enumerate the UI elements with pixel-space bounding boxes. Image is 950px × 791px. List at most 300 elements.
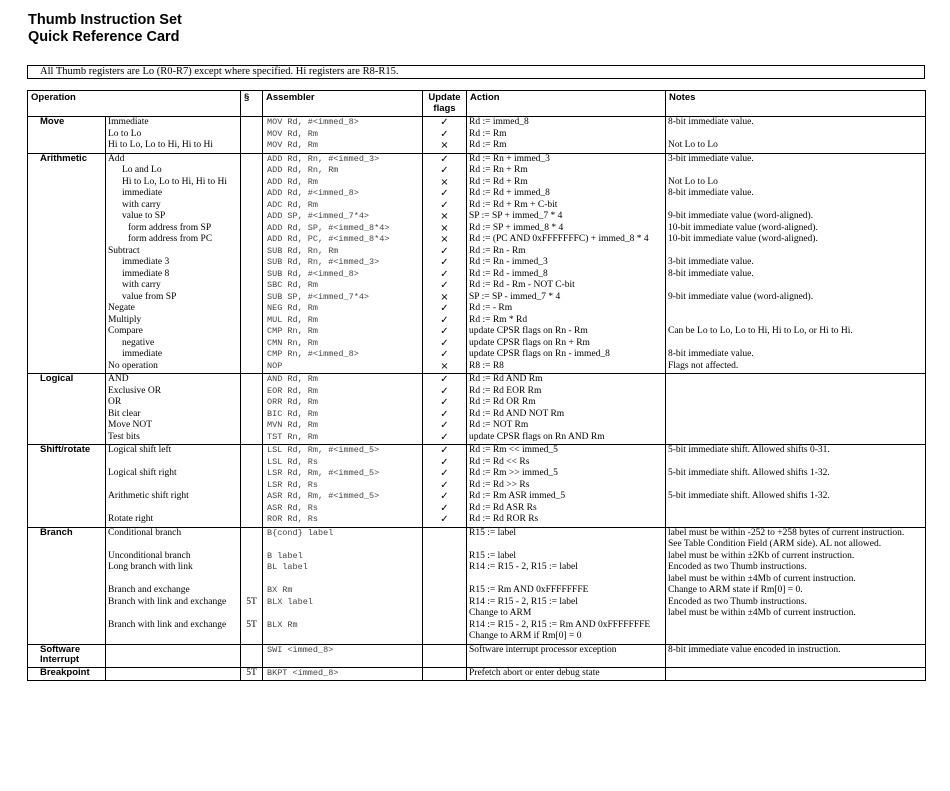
assembler-cell: ADD Rd, #<immed_8> — [263, 188, 423, 200]
action-cell: update CPSR flags on Rn + Rm — [467, 338, 666, 350]
assembler-cell: SUB Rd, Rn, #<immed_3> — [263, 257, 423, 269]
group-logical — [28, 374, 926, 445]
update-flag-cell: × — [423, 211, 467, 223]
action-cell: R15 := Rm AND 0xFFFFFFFE — [467, 585, 666, 597]
operation-cell: Hi to Lo, Lo to Hi, Hi to Hi — [106, 140, 241, 153]
update-flag-cell: ✓ — [423, 386, 467, 398]
action-cell: Rd := Rd << Rs — [467, 457, 666, 469]
assembler-cell: ROR Rd, Rs — [263, 514, 423, 527]
update-flag-cell: ✓ — [423, 153, 467, 165]
operation-cell: Long branch with link — [106, 562, 241, 574]
header-update-flags: Update flags — [423, 91, 467, 117]
assembler-cell: NEG Rd, Rm — [263, 303, 423, 315]
assembler-cell: SUB Rd, Rn, Rm — [263, 246, 423, 258]
section-cell: 5T — [241, 620, 263, 632]
operation-cell: form address from SP — [106, 223, 241, 235]
action-cell: R15 := label — [467, 527, 666, 539]
action-cell: Rd := SP + immed_8 * 4 — [467, 223, 666, 235]
operation-cell: Compare — [106, 326, 241, 338]
update-flag-cell: ✓ — [423, 349, 467, 361]
operation-cell: Branch with link and exchange — [106, 620, 241, 632]
assembler-cell: ADD Rd, Rn, #<immed_3> — [263, 153, 423, 165]
operation-cell: Subtract — [106, 246, 241, 258]
notes-cell — [666, 165, 926, 177]
action-cell: Rd := Rd EOR Rm — [467, 386, 666, 398]
operation-cell: Exclusive OR — [106, 386, 241, 398]
action-cell: Change to ARM — [467, 608, 666, 620]
action-cell: Rd := Rm << immed_5 — [467, 445, 666, 457]
action-cell: Rd := Rn + immed_3 — [467, 153, 666, 165]
section-cell — [241, 303, 263, 315]
notes-cell: 5-bit immediate shift. Allowed shifts 0-31. — [666, 445, 926, 457]
section-cell — [241, 211, 263, 223]
table-row — [28, 269, 926, 281]
table-row — [28, 457, 926, 469]
table-row — [28, 326, 926, 338]
operation-cell: Unconditional branch — [106, 551, 241, 563]
notes-cell: Encoded as two Thumb instructions. — [666, 562, 926, 574]
action-cell: Rd := Rd - Rm - NOT C-bit — [467, 280, 666, 292]
update-flag-cell — [423, 585, 467, 597]
registers-note-box — [27, 65, 925, 79]
action-cell: Rd := Rm ASR immed_5 — [467, 491, 666, 503]
update-flag-cell — [423, 527, 467, 539]
update-flag-cell: ✓ — [423, 117, 467, 129]
operation-cell — [106, 574, 241, 586]
section-cell — [241, 539, 263, 551]
assembler-cell: BIC Rd, Rm — [263, 409, 423, 421]
update-flag-cell — [423, 597, 467, 609]
update-flag-cell — [423, 620, 467, 632]
assembler-cell: ORR Rd, Rm — [263, 397, 423, 409]
table-row — [28, 257, 926, 269]
update-flag-cell: ✓ — [423, 246, 467, 258]
operation-cell — [106, 608, 241, 620]
action-cell: Rd := Rd + immed_8 — [467, 188, 666, 200]
notes-cell — [666, 620, 926, 632]
table-row — [28, 177, 926, 189]
assembler-cell: EOR Rd, Rm — [263, 386, 423, 398]
notes-cell: 9-bit immediate value (word-aligned). — [666, 292, 926, 304]
action-cell: Rd := - Rm — [467, 303, 666, 315]
action-cell: Rd := Rd AND Rm — [467, 374, 666, 386]
update-flag-cell: ✓ — [423, 188, 467, 200]
operation-cell: No operation — [106, 361, 241, 374]
action-cell: Rd := Rd >> Rs — [467, 480, 666, 492]
action-cell: R8 := R8 — [467, 361, 666, 374]
table-row — [28, 585, 926, 597]
assembler-cell: BLX Rm — [263, 620, 423, 632]
update-flag-cell: ✓ — [423, 338, 467, 350]
operation-cell: Logical shift left — [106, 445, 241, 457]
action-cell: Rd := Rd ASR Rs — [467, 503, 666, 515]
notes-cell — [666, 338, 926, 350]
table-row — [28, 292, 926, 304]
section-cell — [241, 432, 263, 445]
operation-cell: form address from PC — [106, 234, 241, 246]
notes-cell — [666, 397, 926, 409]
operation-cell: Test bits — [106, 432, 241, 445]
title-line-1: Thumb Instruction Set — [28, 12, 182, 28]
action-cell: Rd := Rn - Rm — [467, 246, 666, 258]
table-row — [28, 480, 926, 492]
operation-cell: Multiply — [106, 315, 241, 327]
action-cell: Rd := Rd AND NOT Rm — [467, 409, 666, 421]
update-flag-cell — [423, 608, 467, 620]
assembler-cell: LSL Rd, Rm, #<immed_5> — [263, 445, 423, 457]
operation-cell: value from SP — [106, 292, 241, 304]
update-flag-cell: ✓ — [423, 374, 467, 386]
section-cell — [241, 177, 263, 189]
assembler-cell: LSR Rd, Rs — [263, 480, 423, 492]
assembler-cell: NOP — [263, 361, 423, 374]
category-label: Branch — [28, 527, 106, 644]
section-cell — [241, 608, 263, 620]
section-cell — [241, 140, 263, 153]
update-flag-cell: ✓ — [423, 303, 467, 315]
table-row — [28, 117, 926, 129]
table-row — [28, 667, 926, 681]
update-flag-cell: ✓ — [423, 280, 467, 292]
notes-cell — [666, 457, 926, 469]
assembler-cell: LSL Rd, Rs — [263, 457, 423, 469]
section-cell — [241, 129, 263, 141]
section-cell — [241, 315, 263, 327]
section-cell — [241, 349, 263, 361]
section-cell — [241, 397, 263, 409]
assembler-cell: CMP Rn, Rm — [263, 326, 423, 338]
operation-cell: Branch and exchange — [106, 585, 241, 597]
action-cell: Rd := Rm — [467, 129, 666, 141]
update-flag-cell: ✓ — [423, 315, 467, 327]
instruction-table — [27, 90, 926, 681]
action-cell — [467, 574, 666, 586]
notes-cell: Not Lo to Lo — [666, 177, 926, 189]
assembler-cell: MOV Rd, Rm — [263, 129, 423, 141]
update-flag-cell: ✓ — [423, 269, 467, 281]
category-label: Arithmetic — [28, 153, 106, 374]
operation-cell: Negate — [106, 303, 241, 315]
assembler-cell: BL label — [263, 562, 423, 574]
operation-cell: Lo and Lo — [106, 165, 241, 177]
section-cell: 5T — [241, 667, 263, 681]
operation-cell — [106, 539, 241, 551]
update-flag-cell: ✓ — [423, 468, 467, 480]
assembler-cell: CMN Rn, Rm — [263, 338, 423, 350]
action-cell: Rd := Rn + Rm — [467, 165, 666, 177]
notes-cell — [666, 280, 926, 292]
assembler-cell — [263, 631, 423, 644]
operation-cell — [106, 644, 241, 667]
notes-cell: 10-bit immediate value (word-aligned). — [666, 223, 926, 235]
section-cell — [241, 200, 263, 212]
notes-cell — [666, 409, 926, 421]
update-flag-cell: ✓ — [423, 480, 467, 492]
header-assembler: Assembler — [263, 91, 423, 117]
header-notes: Notes — [666, 91, 926, 117]
notes-cell — [666, 386, 926, 398]
notes-cell — [666, 667, 926, 681]
notes-cell — [666, 514, 926, 527]
notes-cell — [666, 480, 926, 492]
table-row — [28, 527, 926, 539]
table-row — [28, 374, 926, 386]
notes-cell: label must be within ±4Mb of current instruction. — [666, 608, 926, 620]
section-cell — [241, 386, 263, 398]
update-flag-cell: × — [423, 177, 467, 189]
assembler-cell: SUB Rd, #<immed_8> — [263, 269, 423, 281]
section-cell — [241, 574, 263, 586]
section-cell — [241, 280, 263, 292]
assembler-cell: ASR Rd, Rs — [263, 503, 423, 515]
notes-cell: 3-bit immediate value. — [666, 153, 926, 165]
assembler-cell: BKPT <immed_8> — [263, 667, 423, 681]
assembler-cell: MOV Rd, Rm — [263, 140, 423, 153]
section-cell — [241, 457, 263, 469]
section-cell — [241, 491, 263, 503]
notes-cell: 3-bit immediate value. — [666, 257, 926, 269]
table-row — [28, 200, 926, 212]
table-row — [28, 631, 926, 644]
update-flag-cell: ✓ — [423, 200, 467, 212]
action-cell: Rd := Rn - immed_3 — [467, 257, 666, 269]
action-cell: Rd := NOT Rm — [467, 420, 666, 432]
update-flag-cell: × — [423, 234, 467, 246]
group-breakpoint — [28, 667, 926, 681]
notes-cell: 9-bit immediate value (word-aligned). — [666, 211, 926, 223]
assembler-cell: BX Rm — [263, 585, 423, 597]
update-flag-cell: ✓ — [423, 457, 467, 469]
update-flag-cell: ✓ — [423, 432, 467, 445]
header-operation: Operation — [28, 91, 241, 117]
assembler-cell — [263, 539, 423, 551]
section-cell — [241, 326, 263, 338]
notes-cell — [666, 200, 926, 212]
action-cell: R14 := R15 - 2, R15 := Rm AND 0xFFFFFFFE — [467, 620, 666, 632]
operation-cell: immediate — [106, 188, 241, 200]
action-cell: Rd := Rd + Rm + C-bit — [467, 200, 666, 212]
table-row — [28, 140, 926, 153]
update-flag-cell — [423, 644, 467, 667]
assembler-cell: CMP Rn, #<immed_8> — [263, 349, 423, 361]
registers-note: All Thumb registers are Lo (R0-R7) except where specified. Hi registers are R8-R15. — [40, 66, 399, 77]
table-row — [28, 574, 926, 586]
operation-cell: immediate 8 — [106, 269, 241, 281]
notes-cell — [666, 129, 926, 141]
operation-cell — [106, 631, 241, 644]
update-flag-cell — [423, 667, 467, 681]
operation-cell: immediate 3 — [106, 257, 241, 269]
table-row — [28, 445, 926, 457]
notes-cell: 8-bit immediate value encoded in instruction. — [666, 644, 926, 667]
group-shift-rotate — [28, 445, 926, 528]
table-row — [28, 246, 926, 258]
action-cell: Rd := Rm — [467, 140, 666, 153]
section-cell: 5T — [241, 597, 263, 609]
operation-cell: Bit clear — [106, 409, 241, 421]
assembler-cell: AND Rd, Rm — [263, 374, 423, 386]
operation-cell: Conditional branch — [106, 527, 241, 539]
table-row — [28, 338, 926, 350]
table-row — [28, 409, 926, 421]
assembler-cell: BLX label — [263, 597, 423, 609]
section-cell — [241, 165, 263, 177]
notes-cell: Change to ARM state if Rm[0] = 0. — [666, 585, 926, 597]
assembler-cell — [263, 574, 423, 586]
operation-cell: Lo to Lo — [106, 129, 241, 141]
table-row — [28, 165, 926, 177]
notes-cell — [666, 631, 926, 644]
section-cell — [241, 153, 263, 165]
table-row — [28, 280, 926, 292]
action-cell: Rd := Rd OR Rm — [467, 397, 666, 409]
section-cell — [241, 223, 263, 235]
operation-cell — [106, 480, 241, 492]
assembler-cell: ADD Rd, PC, #<immed_8*4> — [263, 234, 423, 246]
notes-cell: 8-bit immediate value. — [666, 117, 926, 129]
table-row — [28, 349, 926, 361]
notes-cell — [666, 246, 926, 258]
action-cell: update CPSR flags on Rn AND Rm — [467, 432, 666, 445]
operation-cell: OR — [106, 397, 241, 409]
table-row — [28, 420, 926, 432]
assembler-cell: SBC Rd, Rm — [263, 280, 423, 292]
table-row — [28, 223, 926, 235]
assembler-cell: SWI <immed_8> — [263, 644, 423, 667]
category-label: Shift/rotate — [28, 445, 106, 528]
update-flag-cell: ✓ — [423, 409, 467, 421]
operation-cell: Logical shift right — [106, 468, 241, 480]
table-row — [28, 153, 926, 165]
notes-cell: label must be within -252 to +258 bytes of current instruction. — [666, 527, 926, 539]
assembler-cell: B label — [263, 551, 423, 563]
table-row — [28, 608, 926, 620]
operation-cell: Add — [106, 153, 241, 165]
group-arithmetic — [28, 153, 926, 374]
notes-cell: 8-bit immediate value. — [666, 269, 926, 281]
table-row — [28, 361, 926, 374]
operation-cell — [106, 667, 241, 681]
operation-cell: Arithmetic shift right — [106, 491, 241, 503]
assembler-cell: ADD SP, #<immed_7*4> — [263, 211, 423, 223]
section-cell — [241, 246, 263, 258]
assembler-cell: ASR Rd, Rm, #<immed_5> — [263, 491, 423, 503]
table-row — [28, 432, 926, 445]
group-software-interrupt — [28, 644, 926, 667]
assembler-cell — [263, 608, 423, 620]
table-row — [28, 211, 926, 223]
operation-cell: Immediate — [106, 117, 241, 129]
operation-cell: Hi to Lo, Lo to Hi, Hi to Hi — [106, 177, 241, 189]
action-cell: Rd := Rm * Rd — [467, 315, 666, 327]
notes-cell — [666, 315, 926, 327]
notes-cell: Flags not affected. — [666, 361, 926, 374]
action-cell: Rd := (PC AND 0xFFFFFFFC) + immed_8 * 4 — [467, 234, 666, 246]
table-row — [28, 188, 926, 200]
operation-cell: immediate — [106, 349, 241, 361]
header-action: Action — [467, 91, 666, 117]
update-flag-cell: × — [423, 140, 467, 153]
section-cell — [241, 503, 263, 515]
table-row — [28, 597, 926, 609]
action-cell: Rd := immed_8 — [467, 117, 666, 129]
section-cell — [241, 361, 263, 374]
update-flag-cell — [423, 551, 467, 563]
assembler-cell: MOV Rd, #<immed_8> — [263, 117, 423, 129]
section-cell — [241, 468, 263, 480]
update-flag-cell: × — [423, 223, 467, 235]
notes-cell: label must be within ±2Kb of current instruction. — [666, 551, 926, 563]
update-flag-cell: × — [423, 292, 467, 304]
section-cell — [241, 445, 263, 457]
section-cell — [241, 514, 263, 527]
section-cell — [241, 257, 263, 269]
notes-cell — [666, 374, 926, 386]
section-cell — [241, 338, 263, 350]
category-label: Breakpoint — [28, 667, 106, 681]
section-cell — [241, 562, 263, 574]
section-cell — [241, 269, 263, 281]
table-row — [28, 514, 926, 527]
header-section: § — [241, 91, 263, 117]
section-cell — [241, 420, 263, 432]
update-flag-cell: ✓ — [423, 165, 467, 177]
notes-cell: 8-bit immediate value. — [666, 349, 926, 361]
notes-cell — [666, 420, 926, 432]
table-row — [28, 562, 926, 574]
operation-cell — [106, 457, 241, 469]
assembler-cell: SUB SP, #<immed_7*4> — [263, 292, 423, 304]
table-row — [28, 503, 926, 515]
action-cell: R15 := label — [467, 551, 666, 563]
notes-cell — [666, 303, 926, 315]
group-move — [28, 117, 926, 154]
assembler-cell: ADC Rd, Rm — [263, 200, 423, 212]
table-row — [28, 386, 926, 398]
table-row — [28, 234, 926, 246]
title-line-2: Quick Reference Card — [28, 29, 180, 45]
notes-cell: 5-bit immediate shift. Allowed shifts 1-32. — [666, 491, 926, 503]
update-flag-cell: ✓ — [423, 445, 467, 457]
section-cell — [241, 527, 263, 539]
assembler-cell: ADD Rd, SP, #<immed_8*4> — [263, 223, 423, 235]
section-cell — [241, 188, 263, 200]
operation-cell: Rotate right — [106, 514, 241, 527]
table-row — [28, 397, 926, 409]
table-header-row — [28, 91, 926, 117]
notes-cell: See Table Condition Field (ARM side). AL not allowed. — [666, 539, 926, 551]
section-cell — [241, 292, 263, 304]
section-cell — [241, 374, 263, 386]
table-row — [28, 468, 926, 480]
notes-cell: Not Lo to Lo — [666, 140, 926, 153]
category-label: Software Interrupt — [28, 644, 106, 667]
notes-cell: label must be within ±4Mb of current instruction. — [666, 574, 926, 586]
update-flag-cell: ✓ — [423, 503, 467, 515]
table-row — [28, 129, 926, 141]
notes-cell: Encoded as two Thumb instructions. — [666, 597, 926, 609]
group-branch — [28, 527, 926, 644]
table-row — [28, 315, 926, 327]
table-row — [28, 551, 926, 563]
action-cell: Prefetch abort or enter debug state — [467, 667, 666, 681]
operation-cell: with carry — [106, 280, 241, 292]
assembler-cell: MVN Rd, Rm — [263, 420, 423, 432]
update-flag-cell: ✓ — [423, 129, 467, 141]
action-cell: R14 := R15 - 2, R15 := label — [467, 597, 666, 609]
update-flag-cell — [423, 574, 467, 586]
update-flag-cell: × — [423, 361, 467, 374]
